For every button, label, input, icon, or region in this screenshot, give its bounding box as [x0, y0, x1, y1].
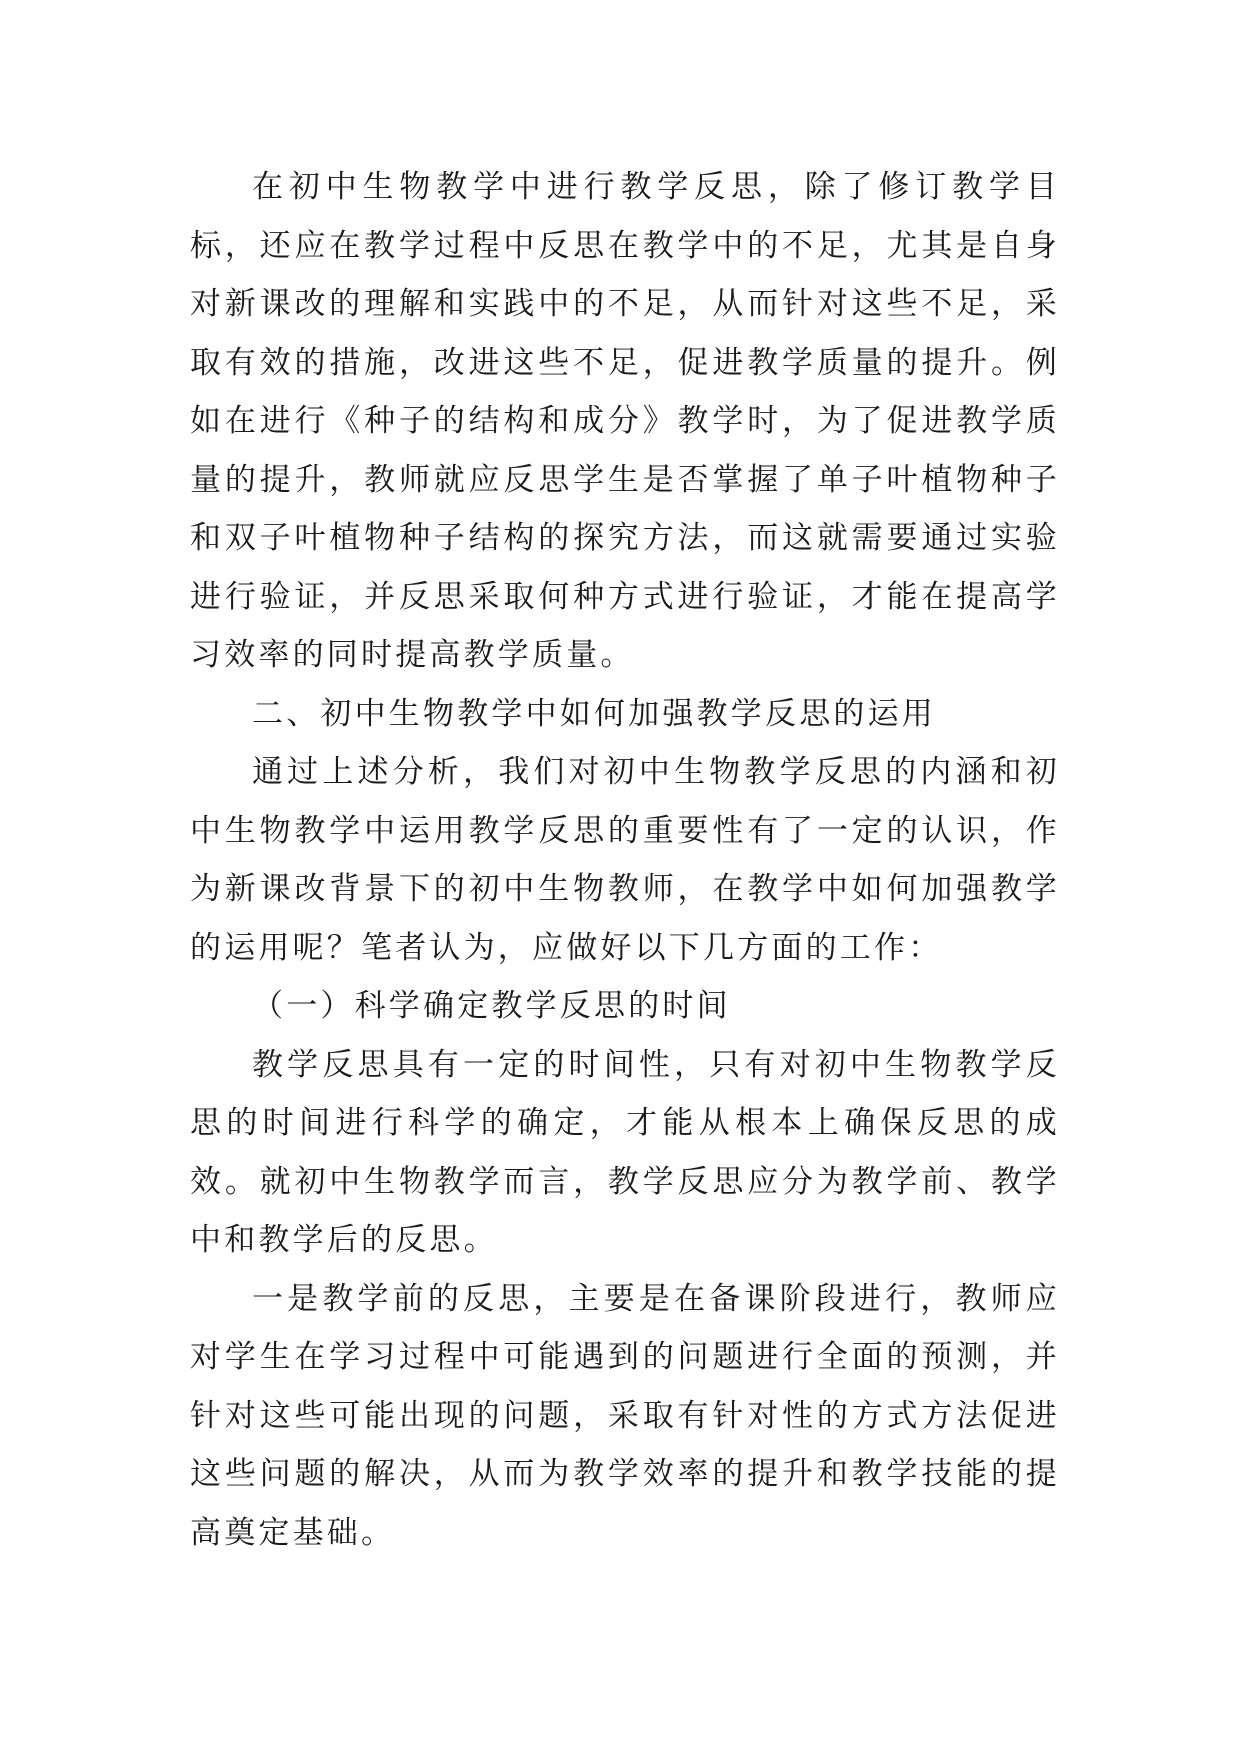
subsection-heading-1: （一）科学确定教学反思的时间 [252, 988, 731, 1024]
document-body [190, 158, 1060, 1562]
paragraph-pre-teaching-reflection: 一是教学前的反思，主要是在备课阶段进行，教师应对学生在学习过程中可能遇到的问题进行全面的预测，并针对这些可能出现的问题，采取有针对性的方式方法促进这些问题的解决，从而为教学效率的提升和教学技能的提高奠定基础。 [190, 1280, 1060, 1551]
paragraph-timing: 教学反思具有一定的时间性，只有对初中生物教学反思的时间进行科学的确定，才能从根本上确保反思的成效。就初中生物教学而言，教学反思应分为教学前、教学中和教学后的反思。 [190, 1046, 1060, 1258]
paragraph-analysis-intro: 通过上述分析，我们对初中生物教学反思的内涵和初中生物教学中运用教学反思的重要性有了一定的认识，作为新课改背景下的初中生物教师，在教学中如何加强教学的运用呢？笔者认为，应做好以下几方面的工作： [190, 754, 1060, 966]
paragraph-reflection-shortcomings: 在初中生物教学中进行教学反思，除了修订教学目标，还应在教学过程中反思在教学中的不足，尤其是自身对新课改的理解和实践中的不足，从而针对这些不足，采取有效的措施，改进这些不足，促进教学质量的提升。例如在进行《种子的结构和成分》教学时，为了促进教学质量的提升，教师就应反思学生是否掌握了单子叶植物种子和双子叶植物种子结构的探究方法，而这就需要通过实验进行验证，并反思采取何种方式进行验证，才能在提高学习效率的同时提高教学质量。 [190, 169, 1060, 673]
section-heading-2: 二、初中生物教学中如何加强教学反思的运用 [252, 695, 936, 732]
